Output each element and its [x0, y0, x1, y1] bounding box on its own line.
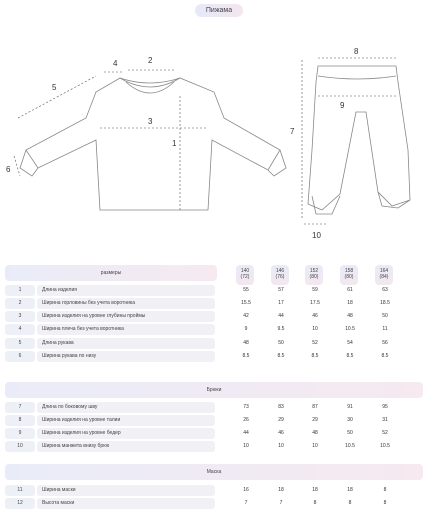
row-description: Ширина плеча без учета воротника [37, 324, 215, 335]
row-value: 10 [312, 443, 318, 449]
row-value: 48 [243, 340, 249, 346]
row-number: 3 [5, 311, 35, 322]
row-value: 8 [348, 500, 352, 506]
row-value: 73 [243, 404, 249, 410]
row-value: 29 [278, 417, 284, 423]
size-146-top: 146 [275, 268, 285, 274]
row-description: Высота маски [37, 498, 215, 509]
size-164 [375, 265, 393, 285]
row-value: 10 [243, 443, 249, 449]
row-value: 7 [244, 500, 248, 506]
row-value: 7 [279, 500, 283, 506]
row-value: 26 [243, 417, 249, 423]
top-sketch [20, 78, 286, 210]
row-description: Ширина изделия на уровне глубины проймы [37, 311, 215, 322]
row-value: 55 [243, 287, 249, 293]
row-number: 8 [5, 415, 35, 426]
garment-diagram [0, 0, 428, 260]
row-value: 44 [243, 430, 249, 436]
size-152-bottom: (80) [309, 274, 319, 280]
row-value: 10.5 [345, 443, 355, 449]
row-value: 42 [243, 313, 249, 319]
label-1: 1 [172, 139, 177, 148]
page-title: Пижама [195, 4, 243, 17]
row-value: 8 [313, 500, 317, 506]
size-158 [340, 265, 358, 285]
row-description: Ширина изделия на уровне талии [37, 415, 215, 426]
row-value: 8 [383, 500, 387, 506]
row-value: 17 [278, 300, 284, 306]
size-140-bottom: (72) [240, 274, 250, 280]
size-164-top: 164 [379, 268, 389, 274]
label-9: 9 [340, 101, 345, 110]
row-value: 8.5 [381, 353, 389, 359]
row-value: 8.5 [346, 353, 354, 359]
row-value: 18.5 [380, 300, 390, 306]
row-value: 29 [312, 417, 318, 423]
row-description: Ширина изделия на уровне бедер [37, 428, 215, 439]
size-152 [305, 265, 323, 285]
size-158-bottom: (80) [344, 274, 354, 280]
size-146-bottom: (76) [275, 274, 285, 280]
row-description: Ширина манжета внизу брюк [37, 441, 215, 452]
size-164-bottom: (84) [379, 274, 389, 280]
row-value: 91 [347, 404, 353, 410]
row-number: 12 [5, 498, 35, 509]
row-value: 52 [312, 340, 318, 346]
row-value: 50 [347, 430, 353, 436]
row-value: 10 [312, 326, 318, 332]
row-number: 11 [5, 485, 35, 496]
row-value: 95 [382, 404, 388, 410]
row-value: 61 [347, 287, 353, 293]
row-value: 59 [312, 287, 318, 293]
row-value: 48 [312, 430, 318, 436]
top-measure-lines [14, 70, 208, 210]
row-value: 10 [278, 443, 284, 449]
row-description: Длина по боковому шву [37, 402, 215, 413]
row-value: 8.5 [242, 353, 250, 359]
size-158-top: 158 [344, 268, 354, 274]
row-value: 9 [244, 326, 248, 332]
row-description: Ширина горловины без учета воротника [37, 298, 215, 309]
row-value: 18 [347, 300, 353, 306]
row-number: 5 [5, 338, 35, 349]
row-number: 6 [5, 351, 35, 362]
row-value: 10.5 [380, 443, 390, 449]
row-description: Ширина маски [37, 485, 215, 496]
row-number: 2 [5, 298, 35, 309]
label-4: 4 [113, 59, 118, 68]
row-value: 8 [383, 487, 387, 493]
label-10: 10 [312, 231, 321, 240]
label-8: 8 [354, 47, 359, 56]
row-value: 31 [382, 417, 388, 423]
sizes-header: размеры [5, 265, 217, 281]
row-description: Длина рукава [37, 338, 215, 349]
size-152-top: 152 [309, 268, 319, 274]
row-value: 17.5 [310, 300, 320, 306]
row-number: 1 [5, 285, 35, 296]
row-value: 46 [312, 313, 318, 319]
row-number: 9 [5, 428, 35, 439]
label-7: 7 [290, 127, 295, 136]
row-value: 46 [278, 430, 284, 436]
row-value: 18 [347, 487, 353, 493]
size-140-top: 140 [240, 268, 250, 274]
label-2: 2 [148, 56, 153, 65]
row-value: 57 [278, 287, 284, 293]
pants-section-header: Брюки [5, 382, 423, 398]
row-value: 10.5 [345, 326, 355, 332]
row-value: 30 [347, 417, 353, 423]
row-value: 18 [312, 487, 318, 493]
row-value: 50 [278, 340, 284, 346]
row-value: 15.5 [241, 300, 251, 306]
row-description: Длина изделия [37, 285, 215, 296]
row-number: 7 [5, 402, 35, 413]
row-value: 87 [312, 404, 318, 410]
mask-section-header: Маска [5, 464, 423, 480]
row-value: 56 [382, 340, 388, 346]
label-3: 3 [148, 117, 153, 126]
row-value: 16 [243, 487, 249, 493]
row-value: 52 [382, 430, 388, 436]
row-value: 50 [382, 313, 388, 319]
row-value: 11 [382, 326, 388, 332]
row-value: 9.5 [277, 326, 285, 332]
row-value: 18 [278, 487, 284, 493]
row-value: 83 [278, 404, 284, 410]
row-value: 44 [278, 313, 284, 319]
row-value: 48 [347, 313, 353, 319]
row-value: 8.5 [311, 353, 319, 359]
size-140 [236, 265, 254, 285]
label-6: 6 [6, 165, 11, 174]
row-value: 54 [347, 340, 353, 346]
row-description: Ширина рукава по низу [37, 351, 215, 362]
pants-sketch [308, 66, 410, 214]
row-number: 4 [5, 324, 35, 335]
row-number: 10 [5, 441, 35, 452]
row-value: 8.5 [277, 353, 285, 359]
label-5: 5 [52, 83, 57, 92]
row-value: 63 [382, 287, 388, 293]
size-146 [271, 265, 289, 285]
